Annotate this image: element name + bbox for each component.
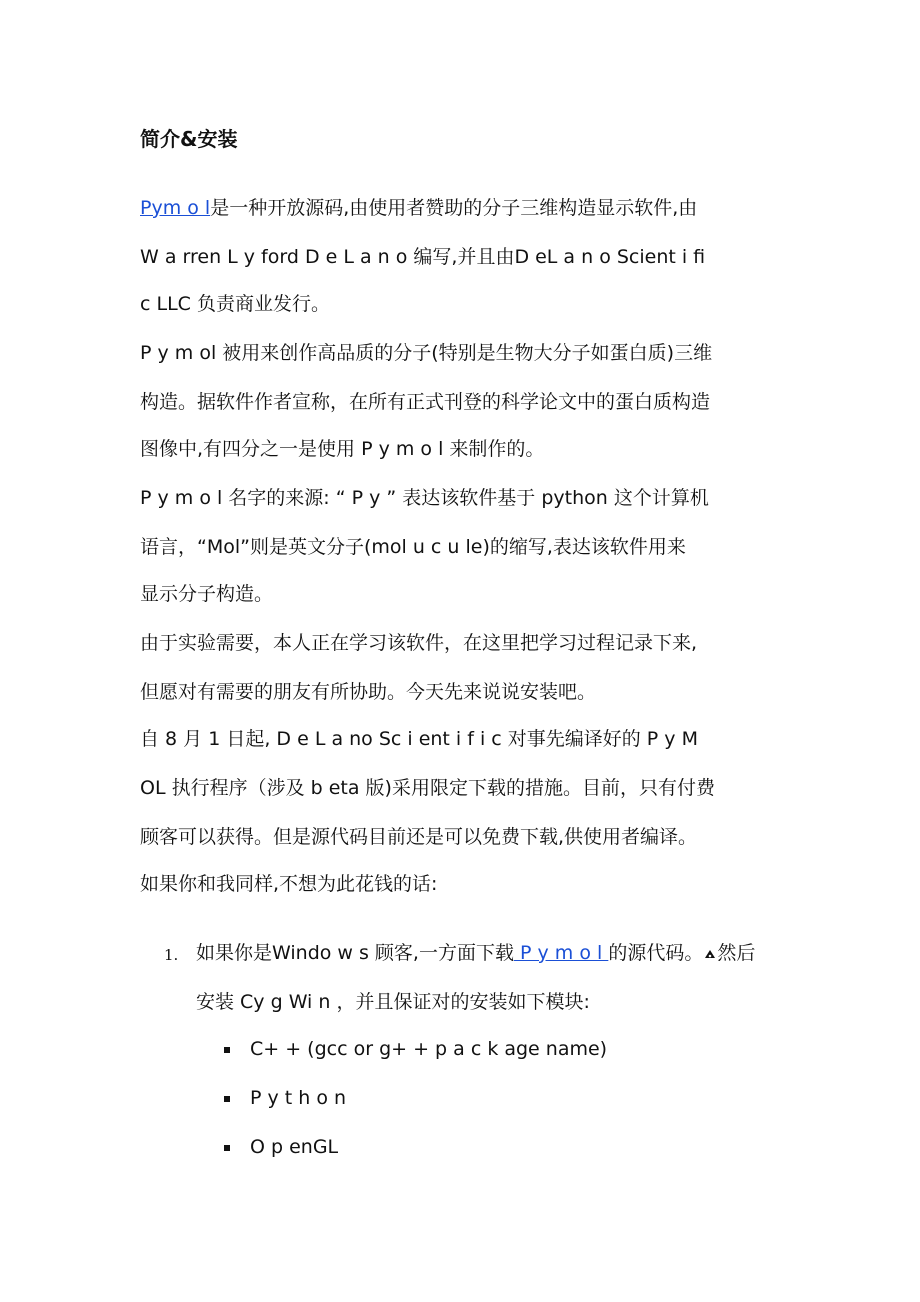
name-origin-line-3: 显示分子构造。 xyxy=(140,583,274,605)
pymol-link[interactable]: Pym o l xyxy=(140,197,211,219)
bullet-marker xyxy=(224,1096,230,1102)
list-number: 1. xyxy=(164,946,179,964)
usage-line-1: P y m ol 被用来创作高品质的分子(特别是生物大分子如蛋白质)三维 xyxy=(140,342,713,364)
intro-line-3: c LLC 负责商业发行。 xyxy=(140,293,330,315)
intro-line-1-text: 是一种开放源码,由使用者赞助的分子三维构造显示软件,由 xyxy=(210,197,698,219)
usage-line-2: 构造。据软件作者宣称，在所有正式刊登的科学论文中的蛋白质构造 xyxy=(140,391,711,413)
list-item-prefix: 如果你是Windo w s 顾客,一方面下载 xyxy=(196,942,514,964)
bullet-marker xyxy=(224,1145,230,1151)
pymol-source-link[interactable]: P y m o l xyxy=(513,942,609,964)
intro-line-2: W a rren L y ford D e L a n o 编写,并且由D eL a n o Scient i fi xyxy=(140,246,706,268)
usage-line-3: 图像中,有四分之一是使用 P y m o l 来制作的。 xyxy=(140,438,545,460)
intro-line-1 xyxy=(140,193,785,223)
page-title: 简介&安装 xyxy=(140,127,238,151)
module-item: O p enGL xyxy=(250,1136,339,1158)
purpose-line-2: 但愿对有需要的朋友有所协助。今天先来说说安装吧。 xyxy=(140,681,597,703)
name-origin-line-2: 语言，“Mol”则是英文分子(mol u c u le)的缩写,表达该软件用来 xyxy=(140,536,686,558)
module-item: C+ + (gcc or g+ + p a c k age name) xyxy=(250,1038,608,1060)
list-item-suffix: 的源代码。 xyxy=(608,942,704,964)
download-line-3: 顾客可以获得。但是源代码目前还是可以免费下载,供使用者编译。 xyxy=(140,826,698,848)
list-item-then: 然后 xyxy=(717,942,756,964)
list-item-line-1 xyxy=(196,938,786,969)
name-origin-line-1: P y m o l 名字的来源: “ P y ” 表达该软件基于 python 这个计算机 xyxy=(140,487,709,509)
download-line-1: 自 8 月 1 日起, D e L a no Sc i ent i f i c 对事先编译好的 P y M xyxy=(140,728,698,750)
list-item-line-2: 安装 Cy g Wi n ，并且保证对的安装如下模块: xyxy=(196,991,590,1013)
module-item: P y t h o n xyxy=(250,1087,347,1109)
inline-mark-icon xyxy=(704,939,716,969)
purpose-line-1: 由于实验需要，本人正在学习该软件，在这里把学习过程记录下来, xyxy=(140,632,698,654)
download-line-4: 如果你和我同样,不想为此花钱的话: xyxy=(140,873,438,895)
bullet-marker xyxy=(224,1047,230,1053)
download-line-2: OL 执行程序（涉及 b eta 版)采用限定下载的措施。目前，只有付费 xyxy=(140,777,715,799)
